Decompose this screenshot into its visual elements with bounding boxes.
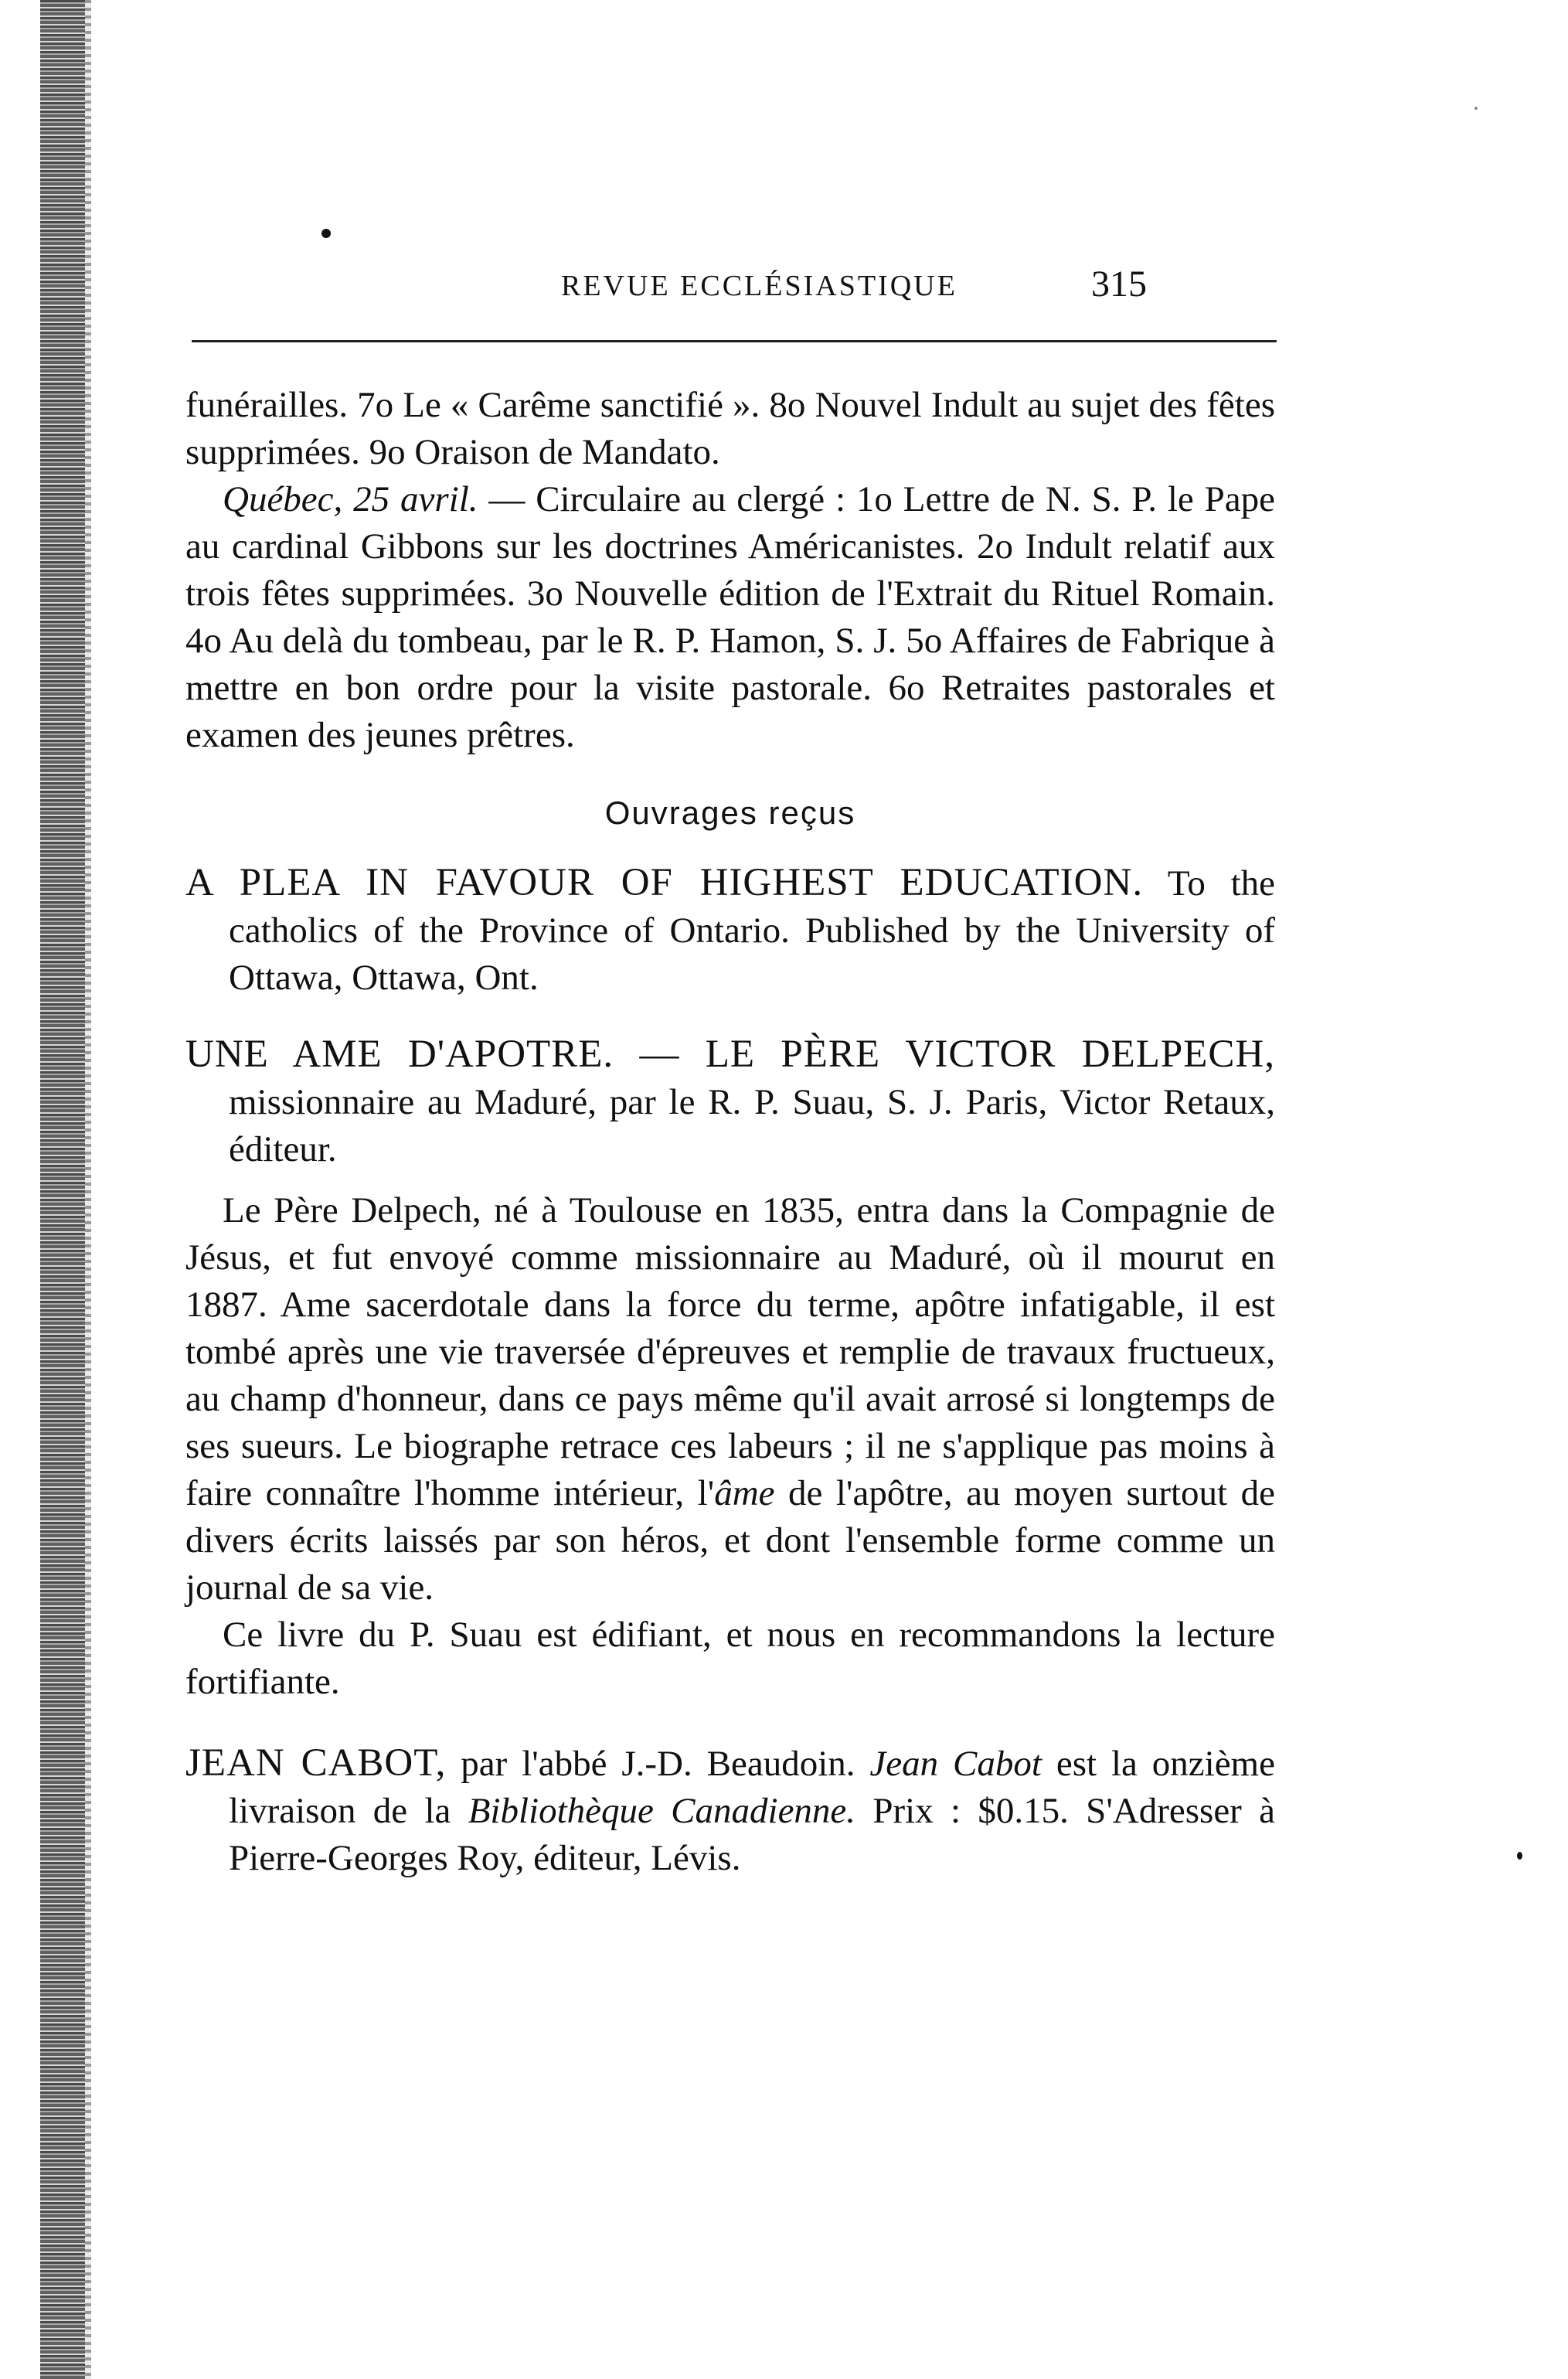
review-paragraph [185, 1612, 1275, 1706]
page-body [185, 382, 1275, 1882]
review-text: Ce livre du P. Suau est édifiant, et nous en recommandons la lecture fortifiante. [185, 1615, 1275, 1702]
scanned-binding-shadow [85, 0, 91, 2379]
review-paragraph [185, 1187, 1275, 1612]
section-heading: Ouvrages reçus [604, 795, 856, 831]
ink-speck [1474, 107, 1478, 110]
header-rule [192, 340, 1277, 342]
book-entry-cabot [185, 1740, 1275, 1882]
ink-speck [1517, 1852, 1522, 1860]
place-date: Québec, 25 avril. [223, 479, 478, 519]
book-details: Prix : $0.15. S'Adresser à Pierre-Georges Roy, éditeur, Lévis. [229, 1791, 1275, 1878]
page-number: 315 [1091, 264, 1147, 305]
book-details: missionnaire au Maduré, par le R. P. Suau, S. J. Paris, Victor Retaux, éditeur. [229, 1082, 1275, 1169]
review-text: Le Père Delpech, né à Toulouse en 1835, entra dans la Compagnie de Jésus, et fut envoyé comme missionnaire au Maduré, où il mourut en 1887. Ame sacerdotale dans la force du terme, apôtre infatigable, il est tombé après une vie traversée d'épreuves et remplie de travaux fructueux, au champ d'honneur, dans ce pays même qu'il avait arrosé si longtemps de ses sueurs. Le biographe retrace ces labeurs ; il ne s'applique pas moins à faire connaître l'homme intérieur, l' [185, 1190, 1275, 1513]
book-details: est la onzième livraison de la [229, 1744, 1275, 1831]
book-details: par l'abbé J.-D. Beaudoin. [446, 1744, 870, 1784]
book-title-italic: Jean Cabot [869, 1744, 1042, 1784]
book-entry-delpech [185, 1031, 1275, 1173]
book-title: A PLEA IN FAVOUR OF HIGHEST EDUCATION. [185, 861, 1144, 904]
paragraph-continuation [185, 382, 1275, 476]
paragraph-quebec-circular [185, 476, 1275, 759]
book-details: To the catholics of the Province of Ontario. Published by the University of Ottawa, Ottawa, Ont. [229, 863, 1275, 998]
paragraph-text: — Circulaire au clergé : 1o Lettre de N. S. P. le Pape au cardinal Gibbons sur les doctrines Américanistes. 2o Indult relatif aux trois fêtes supprimées. 3o Nouvelle édition de l'Extrait du Rituel Romain. 4o Au delà du tombeau, par le R. P. Hamon, S. J. 5o Affaires de Fabrique à mettre en bon ordre pour la visite pastorale. 6o Retraites pastorales et examen des jeunes prêtres. [185, 479, 1276, 755]
book-title: JEAN CABOT, [185, 1741, 447, 1785]
running-title: REVUE ECCLÉSIASTIQUE [561, 270, 957, 302]
book-title: UNE AME D'APOTRE. — LE PÈRE VICTOR DELPECH, [185, 1033, 1275, 1076]
review-text: de l'apôtre, au moyen surtout de divers écrits laissés par son héros, et dont l'ensemble forme comme un journal de sa vie. [185, 1473, 1275, 1608]
paragraph-text: funérailles. 7o Le « Carême sanctifié ». 8o Nouvel Indult au sujet des fêtes supprimées. 9o Oraison de Mandato. [185, 385, 1275, 472]
scanned-binding-edge [40, 0, 85, 2379]
book-review [185, 1187, 1275, 1706]
page-header [185, 263, 1275, 325]
review-emphasis: âme [714, 1473, 775, 1513]
series-title-italic: Bibliothèque Canadienne. [468, 1791, 856, 1831]
book-entry-plea [185, 859, 1275, 1002]
ink-speck [321, 229, 331, 238]
